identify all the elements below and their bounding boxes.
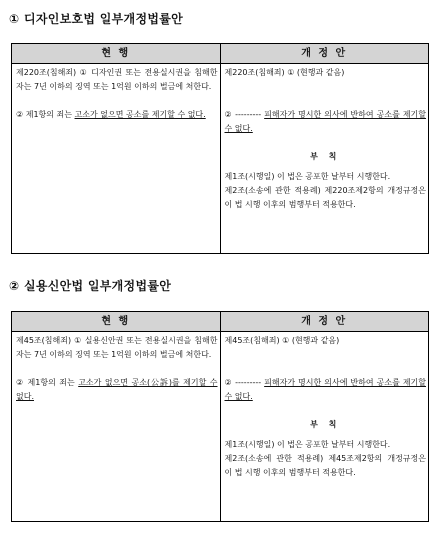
addendum-title: 부 칙 (310, 152, 341, 161)
header-current: 현 행 (12, 312, 221, 331)
current-article-text: 제220조(침해죄) ① 디자인권 또는 전용실시권을 침해한 자는 7년 이하의 징역 또는 1억원 이하의 벌금에 처한다. (16, 68, 218, 91)
addendum-article-1: 제1조(시행일) 이 법은 공포한 날부터 시행한다. (224, 440, 391, 449)
revised-law-column (221, 332, 429, 521)
revised-paragraph-2 (225, 108, 427, 136)
revised-paragraph-2-underlined: 피해자가 명시한 의사에 반하여 공소를 제기할 수 없다. (224, 110, 427, 133)
header-revised: 개 정 안 (301, 48, 348, 59)
addendum-article-1: 제1조(시행일) 이 법은 공포한 날부터 시행한다. (224, 172, 391, 181)
revised-paragraph-2-underlined: 피해자가 명시한 의사에 반하여 공소를 제기할 수 없다. (224, 378, 427, 401)
table-2-body (12, 332, 428, 521)
revised-paragraph-2 (225, 376, 427, 404)
comparison-table-2 (11, 311, 429, 522)
current-law-column (12, 332, 221, 521)
current-paragraph-2-prefix: ② 제1항의 죄는 (16, 378, 79, 387)
revised-paragraph-2-prefix: ② --------- (224, 378, 265, 387)
current-article-text: 제45조(침해죄) ① 실용신안권 또는 전용실시권을 침해한 자는 7년 이하의 징역 또는 1억원 이하의 벌금에 처한다. (16, 336, 218, 359)
revised-paragraph-2-prefix: ② --------- (224, 110, 265, 119)
table-2-header (12, 312, 428, 332)
revised-law-column (221, 64, 429, 253)
current-paragraph-2-prefix: ② 제1항의 죄는 (16, 110, 75, 119)
section-1-title: ① 디자인보호법 일부개정법률안 (9, 12, 184, 26)
section-2-title: ② 실용신안법 일부개정법률안 (9, 279, 172, 293)
table-1-header (12, 44, 428, 64)
current-paragraph-2-underlined: 고소가 없으면 공소를 제기할 수 없다. (74, 110, 206, 119)
current-paragraph-2-underlined: 고소가 없으면 공소(公訴)를 제기할 수 없다. (16, 378, 218, 401)
revised-article-text: 제220조(침해죄) ① (현행과 같음) (224, 68, 345, 77)
revised-article-text: 제45조(침해죄) ① (현행과 같음) (224, 336, 340, 345)
header-current: 현 행 (12, 44, 221, 63)
current-paragraph-2 (16, 108, 218, 122)
table-1-body (12, 64, 428, 253)
addendum-title: 부 칙 (310, 420, 341, 429)
header-revised: 개 정 안 (301, 316, 348, 327)
comparison-table-1 (11, 43, 429, 254)
addendum-article-2: 제2조(소송에 관한 적용례) 제45조제2항의 개정규정은 이 법 시행 이후의 범행부터 적용한다. (224, 454, 426, 477)
current-paragraph-2 (16, 376, 218, 404)
addendum-article-2: 제2조(소송에 관한 적용례) 제220조제2항의 개정규정은 이 법 시행 이후의 범행부터 적용한다. (224, 186, 426, 209)
current-law-column (12, 64, 221, 253)
